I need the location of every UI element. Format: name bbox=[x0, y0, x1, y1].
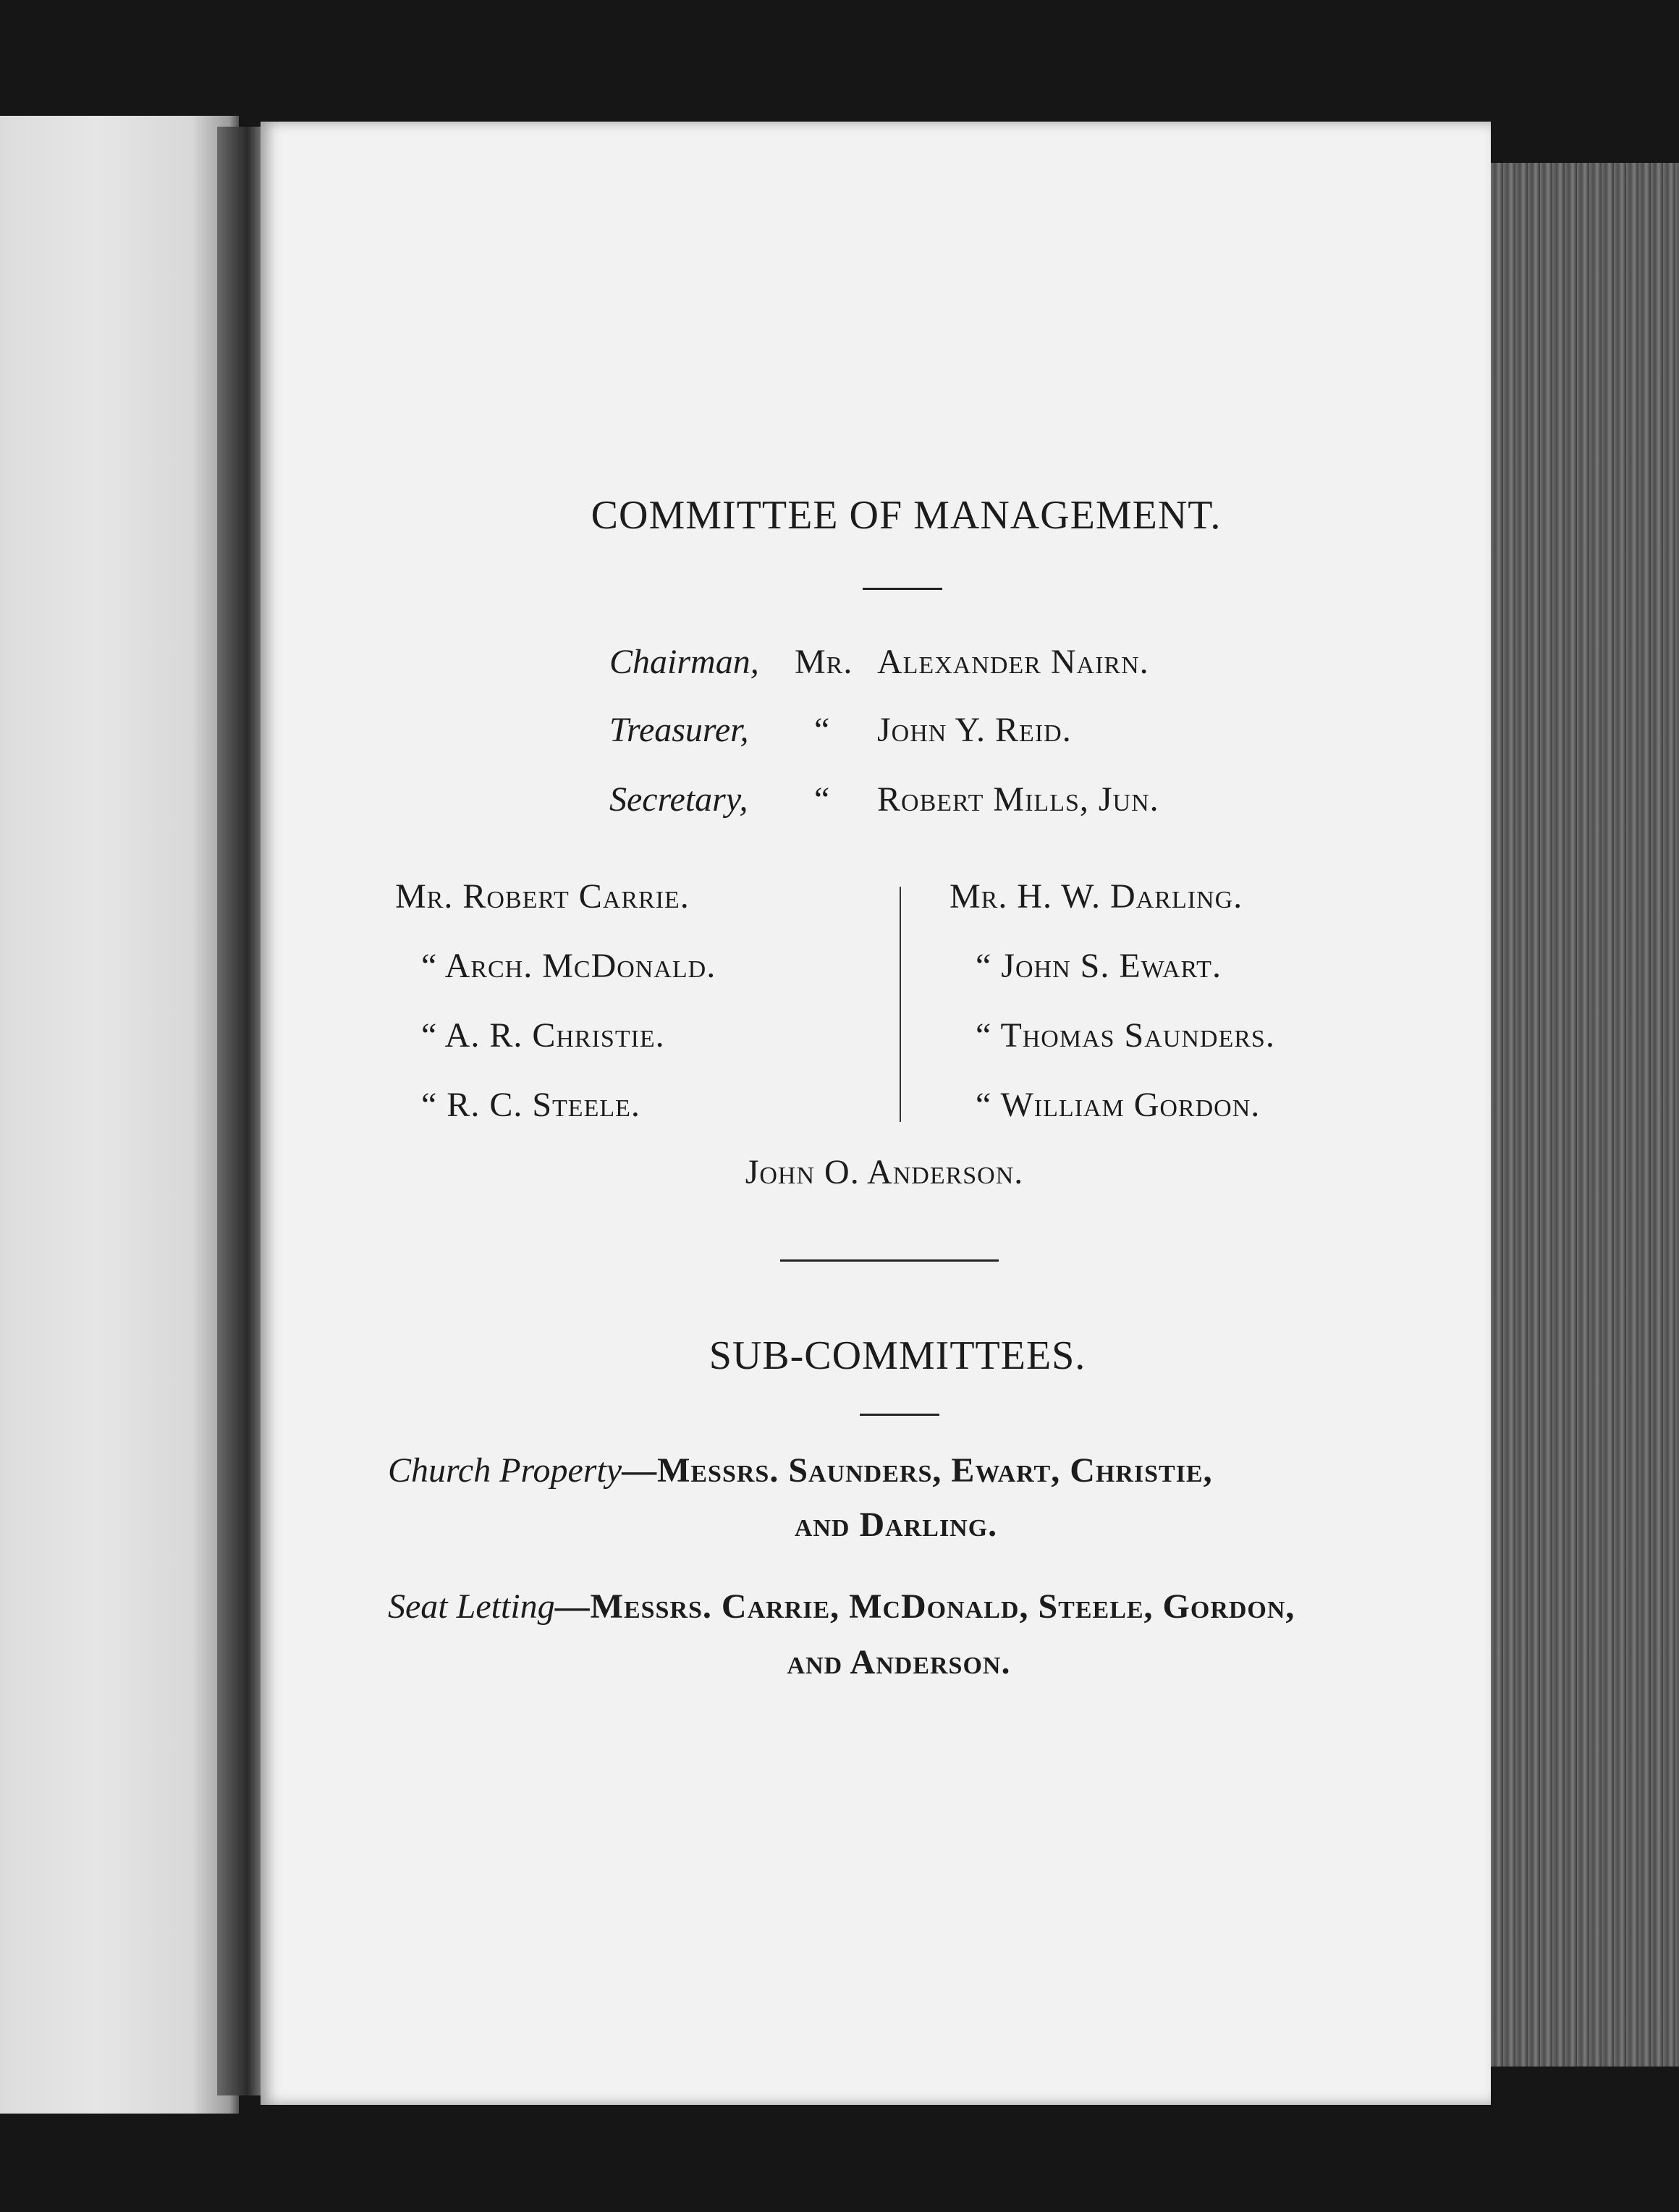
heading-rule bbox=[863, 588, 942, 590]
committee-heading: COMMITTEE OF MANAGEMENT. bbox=[591, 493, 1222, 538]
member-right: Mr. H. W. Darling. bbox=[950, 877, 1243, 916]
column-divider bbox=[900, 887, 901, 1122]
member-right: “ John S. Ewart. bbox=[976, 947, 1222, 985]
subcommittee-members-cont: and Darling. bbox=[794, 1506, 998, 1544]
subcommittee-line bbox=[388, 1585, 1295, 1629]
member-last: John O. Anderson. bbox=[745, 1153, 1024, 1191]
member-left: Mr. Robert Carrie. bbox=[395, 877, 690, 916]
subcommittee-label: Seat Letting bbox=[388, 1587, 555, 1626]
member-right: “ William Gordon. bbox=[976, 1086, 1261, 1124]
officer-role: Secretary, bbox=[609, 780, 748, 819]
officer-role: Treasurer, bbox=[609, 711, 749, 749]
section-rule bbox=[780, 1259, 999, 1262]
officer-ditto: “ bbox=[814, 780, 830, 819]
officer-name: John Y. Reid. bbox=[877, 711, 1072, 749]
member-left: “ Arch. McDonald. bbox=[421, 947, 716, 985]
officer-name: Robert Mills, Jun. bbox=[877, 780, 1159, 819]
member-left: “ R. C. Steele. bbox=[421, 1086, 640, 1124]
subheading-rule bbox=[860, 1414, 939, 1416]
officer-name: Alexander Nairn. bbox=[877, 643, 1149, 681]
member-right: “ Thomas Saunders. bbox=[976, 1016, 1275, 1055]
member-left: “ A. R. Christie. bbox=[421, 1016, 665, 1055]
subcommittee-label: Church Property bbox=[388, 1451, 622, 1490]
subcommittee-line bbox=[388, 1449, 1213, 1493]
subcommittee-members-cont: and Anderson. bbox=[787, 1643, 1011, 1681]
officer-role: Chairman, bbox=[609, 643, 759, 681]
officer-prefix: Mr. bbox=[795, 643, 853, 681]
officer-ditto: “ bbox=[814, 711, 830, 749]
subcommittee-members: —Messrs. Saunders, Ewart, Christie, bbox=[622, 1451, 1213, 1490]
subcommittees-heading: SUB-COMMITTEES. bbox=[709, 1333, 1086, 1378]
subcommittee-members: —Messrs. Carrie, McDonald, Steele, Gordon, bbox=[554, 1587, 1295, 1626]
